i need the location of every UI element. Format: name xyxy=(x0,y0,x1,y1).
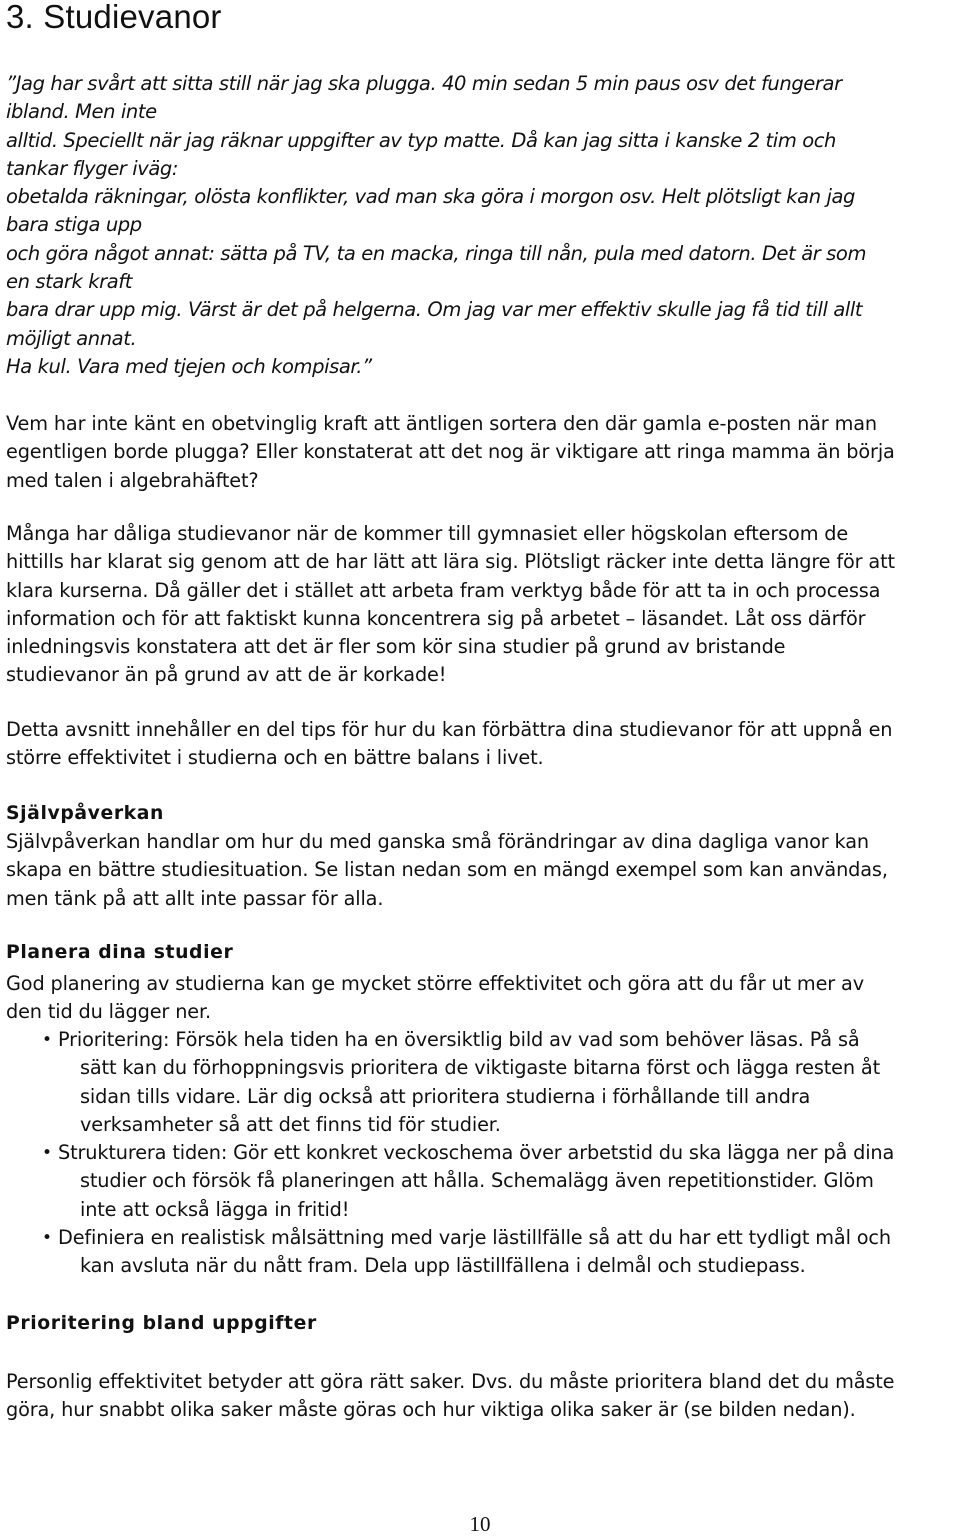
heading-sjalvpaverkan: Självpåverkan xyxy=(6,803,165,824)
paragraph-line: inledningsvis konstatera att det är fler som kör sina studier på grund av bristande xyxy=(6,635,786,659)
quote-line: ”Jag har svårt att sitta still när jag ska plugga. 40 min sedan 5 min paus osv det fungerar xyxy=(6,72,842,95)
paragraph-line: men tänk på att allt inte passar för alla. xyxy=(6,886,384,910)
section-title: 3. Studievanor xyxy=(6,0,222,35)
paragraph-line: göra, hur snabbt olika saker måste göras och hur viktiga olika saker är (se bilden nedan). xyxy=(6,1398,856,1422)
list-item xyxy=(6,1224,958,1281)
paragraph-line: God planering av studierna kan ge mycket större effektivitet och göra att du får ut mer av xyxy=(6,972,864,995)
quote-line: bara stiga upp xyxy=(6,213,142,237)
list-item-text: Prioritering: Försök hela tiden ha en översiktlig bild av vad som behöver läsas. På så xyxy=(58,1028,860,1051)
quote-line: Ha kul. Vara med tjejen och kompisar.” xyxy=(6,354,372,378)
planning-tips-list xyxy=(6,1026,958,1281)
student-quote xyxy=(6,70,956,381)
bullet-icon: • xyxy=(42,1030,52,1050)
bullet-icon: • xyxy=(42,1143,52,1164)
quote-line: och göra något annat: sätta på TV, ta en macka, ringa till nån, pula med datorn. Det är som xyxy=(6,241,867,265)
quote-line: obetalda räkningar, olösta konflikter, vad man ska göra i morgon osv. Helt plötsligt kan jag xyxy=(6,185,856,209)
paragraph-prioritering xyxy=(6,1368,958,1425)
paragraph-line: Självpåverkan handlar om hur du med ganska små förändringar av dina dagliga vanor kan xyxy=(6,830,869,853)
quote-line: en stark kraft xyxy=(6,270,132,294)
list-item-text: Strukturera tiden: Gör ett konkret veckoschema över arbetstid du ska lägga ner på dina xyxy=(58,1141,895,1165)
paragraph-line: egentligen borde plugga? Eller konstaterat att det nog är viktigare att ringa mamma än börja xyxy=(6,440,895,464)
paragraph-line: information och för att faktiskt kunna koncentrera sig på arbetet – läsandet. Låt oss därför xyxy=(6,606,866,630)
paragraph-intro xyxy=(6,410,958,495)
list-item-text: kan avsluta när du nått fram. Dela upp lästillfällena i delmål och studiepass. xyxy=(80,1254,806,1278)
list-item-text: Definiera en realistisk målsättning med varje lästillfälle så att du har ett tydligt mål och xyxy=(58,1226,891,1250)
paragraph-line: klara kurserna. Då gäller det i stället att arbeta fram verktyg både för att ta in och processa xyxy=(6,578,881,602)
paragraph-line: skapa en bättre studiesituation. Se listan nedan som en mängd exempel som kan användas, xyxy=(6,858,888,882)
paragraph-sjalvpaverkan xyxy=(6,828,958,913)
list-item-text: inte att också lägga in fritid! xyxy=(80,1197,350,1221)
list-item-text: sidan tills vidare. Lär dig också att prioritera studierna i förhållande till andra xyxy=(80,1084,811,1108)
list-item-text: studier och försök få planeringen att hålla. Schemalägg även repetitionstider. Glöm xyxy=(80,1169,874,1193)
paragraph-line: hittills har klarat sig genom att de har lätt att lära sig. Plötsligt räcker inte detta längre för att xyxy=(6,550,895,574)
quote-line: alltid. Speciellt när jag räknar uppgifter av typ matte. Då kan jag sitta i kanske 2 tim och xyxy=(6,128,837,152)
paragraph-planera xyxy=(6,970,958,1027)
paragraph-line: Vem har inte känt en obetvinglig kraft att äntligen sortera den där gamla e-posten när man xyxy=(6,412,877,435)
quote-line: tankar flyger iväg: xyxy=(6,156,179,180)
page-number: 10 xyxy=(469,1512,491,1536)
paragraph-line: större effektivitet i studierna och en bättre balans i livet. xyxy=(6,746,544,770)
paragraph-line: den tid du lägger ner. xyxy=(6,1000,211,1024)
list-item xyxy=(6,1139,958,1224)
list-item xyxy=(6,1026,958,1139)
paragraph-line: Många har dåliga studievanor när de kommer till gymnasiet eller högskolan eftersom de xyxy=(6,522,849,545)
paragraph-line: Personlig effektivitet betyder att göra rätt saker. Dvs. du måste prioritera bland det du måste xyxy=(6,1370,895,1393)
quote-line: bara drar upp mig. Värst är det på helgerna. Om jag var mer effektiv skulle jag få tid till allt xyxy=(6,298,863,322)
heading-prioritering: Prioritering bland uppgifter xyxy=(6,1313,317,1334)
paragraph-line: med talen i algebrahäftet? xyxy=(6,468,259,492)
list-item-text: sätt kan du förhoppningsvis prioritera de viktigaste bitarna först och lägga resten åt xyxy=(80,1056,880,1080)
quote-line: ibland. Men inte xyxy=(6,100,157,124)
paragraph-line: Detta avsnitt innehåller en del tips för hur du kan förbättra dina studievanor för att uppnå en xyxy=(6,718,893,741)
bullet-icon: • xyxy=(42,1228,52,1249)
list-item-text: verksamheter så att det finns tid för studier. xyxy=(80,1112,501,1136)
paragraph-section-intro xyxy=(6,716,958,773)
paragraph-study-habits xyxy=(6,520,958,690)
heading-planera: Planera dina studier xyxy=(6,942,234,963)
paragraph-line: studievanor än på grund av att de är korkade! xyxy=(6,663,447,687)
quote-line: möjligt annat. xyxy=(6,326,137,350)
